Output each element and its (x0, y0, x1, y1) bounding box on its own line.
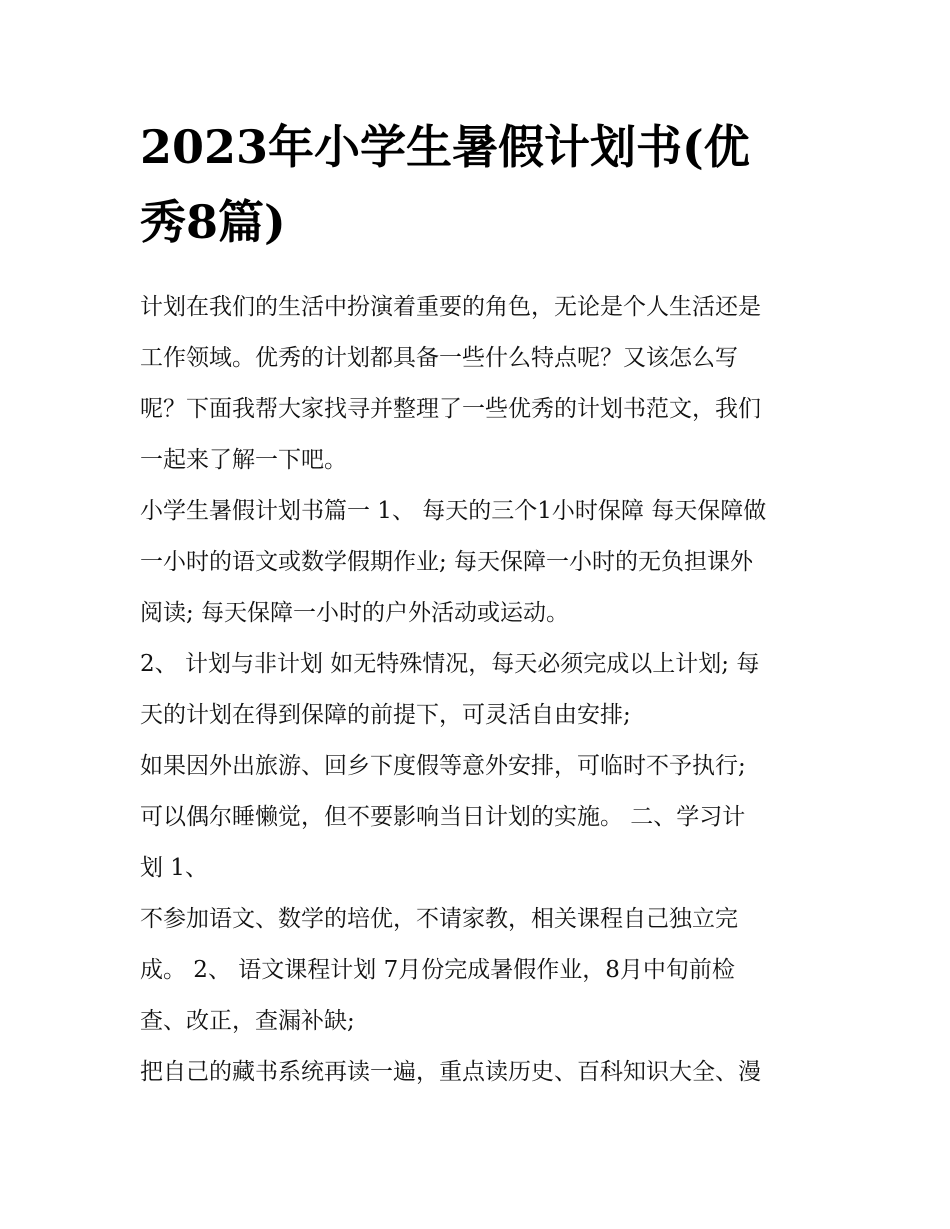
document-body (140, 282, 820, 1098)
body-line: 一小时的语文或数学假期作业; 每天保障一小时的无负担课外 (140, 549, 754, 575)
body-line: 阅读; 每天保障一小时的户外活动或运动。 (140, 600, 570, 626)
body-line: 划 1、 (140, 855, 208, 881)
body-line: 如果因外出旅游、回乡下度假等意外安排，可临时不予执行; (140, 753, 746, 779)
body-line: 不参加语文、数学的培优，不请家教，相关课程自己独立完 (140, 906, 738, 932)
body-line: 查、改正，查漏补缺; (140, 1008, 355, 1034)
document-page (140, 110, 820, 1098)
body-line: 天的计划在得到保障的前提下，可灵活自由安排; (140, 702, 631, 728)
body-line: 呢？下面我帮大家找寻并整理了一些优秀的计划书范文，我们 (140, 396, 761, 422)
body-line: 小学生暑假计划书篇一 1、 每天的三个1小时保障 每天保障做 (140, 498, 767, 524)
body-line: 工作领域。优秀的计划都具备一些什么特点呢？又该怎么写 (140, 345, 738, 371)
document-title (140, 110, 820, 260)
body-line: 成。 2、 语文课程计划 7月份完成暑假作业，8月中旬前检 (140, 957, 735, 983)
title-line-2: 秀8篇) (140, 195, 286, 249)
body-line: 计划在我们的生活中扮演着重要的角色，无论是个人生活还是 (140, 294, 761, 320)
body-line: 可以偶尔睡懒觉，但不要影响当日计划的实施。 二、学习计 (140, 804, 746, 830)
title-line-1: 2023年小学生暑假计划书(优 (140, 120, 750, 174)
body-line: 把自己的藏书系统再读一遍，重点读历史、百科知识大全、漫 (140, 1059, 761, 1085)
body-line: 一起来了解一下吧。 (140, 447, 347, 473)
body-line: 2、 计划与非计划 如无特殊情况，每天必须完成以上计划; 每 (140, 651, 760, 677)
